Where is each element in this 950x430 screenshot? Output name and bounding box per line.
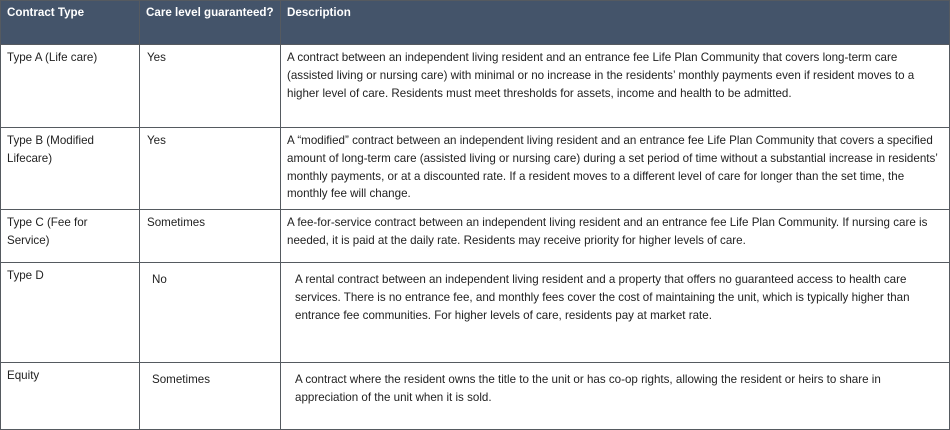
description-cell: A contract between an independent living resident and an entrance fee Life Plan Community that covers long-term care (assisted living or nursing care) with minimal or no increase in the residents’ monthly payments even if resident moves to a higher level of care. Residents must meet thresholds for assets, income and health to be admitted. [281,45,950,128]
table-row [1,263,950,363]
contract-type-cell: Type D [1,263,140,363]
contract-type-cell: Equity [1,363,140,430]
care-level-cell: Yes [140,45,281,128]
care-level-cell: Yes [140,128,281,210]
description-cell: A “modified” contract between an independent living resident and an entrance fee Life Plan Community that covers a specified amount of long-term care (assisted living or nursing care) during a set period of time without a substantial increase in residents’ monthly payments, or at a discounted rate. If a resident moves to a different level of care for longer than the set time, the monthly fee will change. [281,128,950,210]
care-level-cell: Sometimes [140,363,281,430]
table-row [1,128,950,210]
description-cell: A contract where the resident owns the title to the unit or has co-op rights, allowing the resident or heirs to share in appreciation of the unit when it is sold. [281,363,950,430]
care-level-cell: No [140,263,281,363]
table-header-row [1,1,950,45]
description-cell: A fee-for-service contract between an independent living resident and an entrance fee Life Plan Community. If nursing care is needed, it is paid at the daily rate. Residents may receive priority for higher levels of care. [281,210,950,263]
contract-type-cell: Type A (Life care) [1,45,140,128]
header-contract-type: Contract Type [1,1,140,45]
table-row [1,45,950,128]
table-row [1,210,950,263]
header-care-level: Care level guaranteed? [140,1,281,45]
description-cell: A rental contract between an independent living resident and a property that offers no guaranteed access to health care services. There is no entrance fee, and monthly fees cover the cost of maintaining the unit, which is typically higher than entrance fee communities. For higher levels of care, residents pay at market rate. [281,263,950,363]
care-level-cell: Sometimes [140,210,281,263]
header-description: Description [281,1,950,45]
contract-type-cell: Type B (Modified Lifecare) [1,128,140,210]
contract-type-cell: Type C (Fee for Service) [1,210,140,263]
table-row [1,363,950,430]
